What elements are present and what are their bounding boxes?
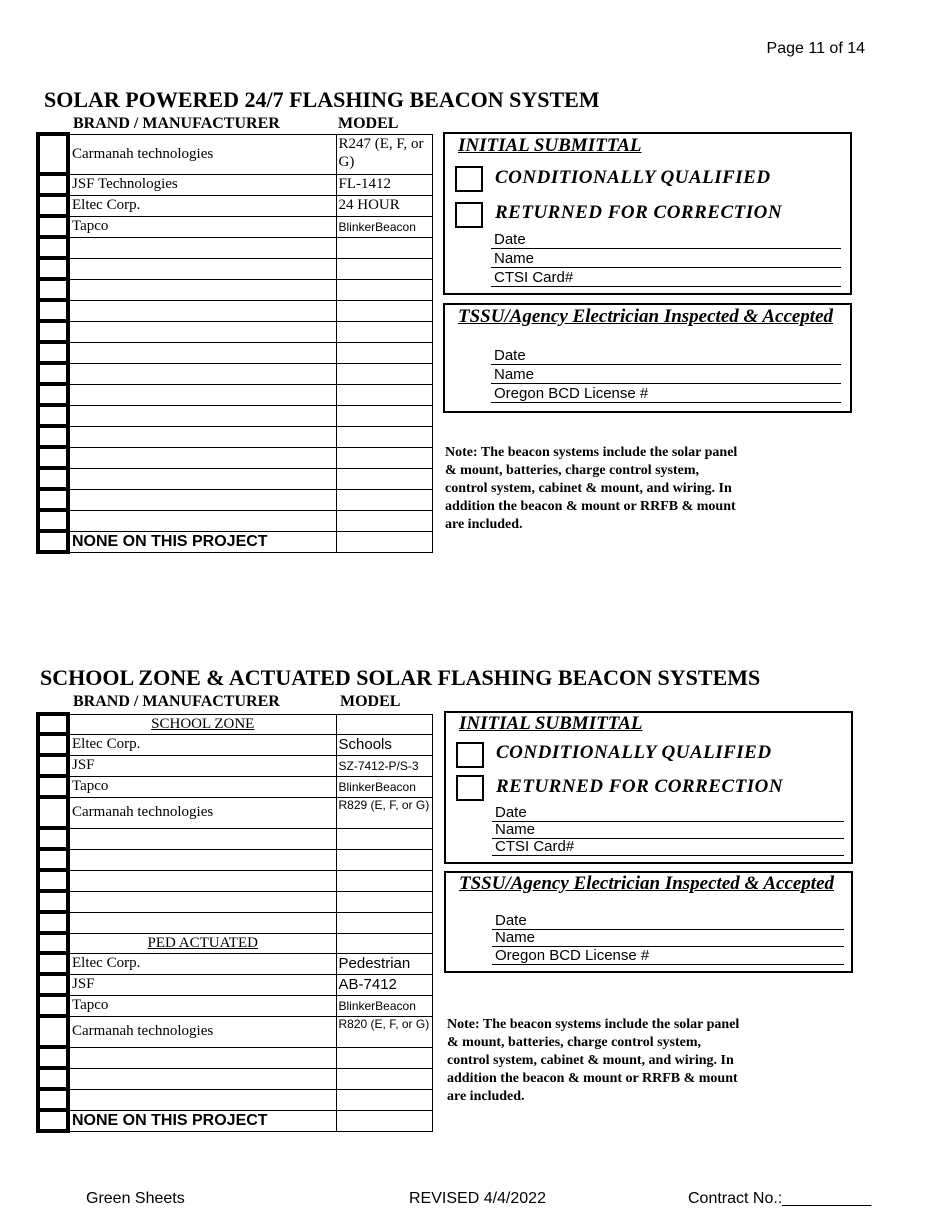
brand-cell: Eltec Corp.	[68, 953, 336, 974]
table-row	[38, 342, 432, 363]
section2-tssu-box	[444, 871, 853, 973]
row-checkbox[interactable]	[38, 776, 68, 797]
name-field[interactable]	[492, 821, 844, 839]
row-checkbox[interactable]	[38, 510, 68, 531]
row-checkbox[interactable]	[38, 342, 68, 363]
ped-actuated-label: PED ACTUATED	[147, 934, 258, 951]
table-row	[38, 953, 432, 974]
none-row	[38, 1110, 432, 1131]
license-label: Oregon BCD License #	[494, 385, 649, 402]
model-cell[interactable]	[336, 405, 432, 426]
brand-cell[interactable]	[68, 468, 336, 489]
returned-for-correction-label: RETURNED FOR CORRECTION	[496, 776, 784, 797]
row-checkbox[interactable]	[38, 468, 68, 489]
none-on-project-label: NONE ON THIS PROJECT	[68, 531, 336, 552]
brand-cell: JSF	[68, 974, 336, 995]
model-cell[interactable]	[336, 891, 432, 912]
name-label: Name	[495, 821, 536, 838]
row-checkbox[interactable]	[38, 755, 68, 776]
model-cell	[336, 933, 432, 953]
table-row	[38, 134, 432, 174]
table-row	[38, 995, 432, 1016]
row-checkbox[interactable]	[38, 300, 68, 321]
page-number: Page 11 of 14	[766, 40, 865, 57]
brand-cell[interactable]	[68, 258, 336, 279]
section2-model-header: MODEL	[340, 693, 401, 710]
table-row	[38, 489, 432, 510]
table-row	[38, 1016, 432, 1047]
brand-cell[interactable]	[68, 510, 336, 531]
model-cell[interactable]	[336, 849, 432, 870]
none-checkbox[interactable]	[38, 531, 68, 552]
row-checkbox[interactable]	[38, 1047, 68, 1068]
model-cell	[336, 1110, 432, 1131]
table-row	[38, 405, 432, 426]
model-cell[interactable]	[336, 510, 432, 531]
table-row	[38, 174, 432, 195]
none-checkbox[interactable]	[38, 1110, 68, 1131]
row-checkbox[interactable]	[38, 912, 68, 933]
brand-cell[interactable]	[68, 489, 336, 510]
table-row	[38, 237, 432, 258]
brand-cell[interactable]	[68, 870, 336, 891]
model-cell[interactable]	[336, 468, 432, 489]
row-checkbox[interactable]	[38, 279, 68, 300]
brand-cell: Eltec Corp.	[68, 734, 336, 755]
returned-for-correction-checkbox[interactable]	[455, 202, 483, 228]
model-cell[interactable]	[336, 447, 432, 468]
model-cell: SZ-7412-P/S-3	[336, 755, 432, 776]
none-on-project-label: NONE ON THIS PROJECT	[68, 1110, 336, 1131]
row-checkbox[interactable]	[38, 849, 68, 870]
name-field[interactable]	[491, 250, 841, 268]
model-cell[interactable]	[336, 321, 432, 342]
brand-cell: Carmanah technologies	[68, 134, 336, 174]
date-field[interactable]	[491, 347, 841, 365]
returned-for-correction-label: RETURNED FOR CORRECTION	[495, 202, 783, 223]
brand-cell[interactable]	[68, 363, 336, 384]
section2-title: SCHOOL ZONE & ACTUATED SOLAR FLASHING BEACON SYSTEMS	[40, 665, 761, 690]
brand-cell: Carmanah technologies	[68, 797, 336, 828]
row-checkbox[interactable]	[38, 321, 68, 342]
model-cell: R820 (E, F, or G)	[336, 1016, 432, 1047]
row-checkbox[interactable]	[38, 870, 68, 891]
date-label: Date	[495, 804, 527, 821]
brand-cell: Tapco	[68, 216, 336, 237]
license-label: Oregon BCD License #	[495, 947, 650, 964]
model-cell: BlinkerBeacon	[336, 995, 432, 1016]
row-checkbox[interactable]	[38, 384, 68, 405]
initial-submittal-title: INITIAL SUBMITTAL	[458, 135, 642, 156]
conditionally-qualified-checkbox[interactable]	[456, 742, 484, 768]
table-row	[38, 776, 432, 797]
brand-cell[interactable]	[68, 1047, 336, 1068]
row-checkbox[interactable]	[38, 1068, 68, 1089]
row-checkbox[interactable]	[38, 489, 68, 510]
brand-cell[interactable]	[68, 237, 336, 258]
model-cell[interactable]	[336, 384, 432, 405]
name-label: Name	[495, 929, 536, 946]
brand-cell: Tapco	[68, 995, 336, 1016]
section2-brand-header: BRAND / MANUFACTURER	[73, 693, 280, 710]
none-row	[38, 531, 432, 552]
table-row	[38, 1068, 432, 1089]
brand-cell[interactable]	[68, 426, 336, 447]
conditionally-qualified-label: CONDITIONALLY QUALIFIED	[495, 167, 771, 188]
model-cell[interactable]	[336, 1047, 432, 1068]
brand-cell[interactable]	[68, 321, 336, 342]
brand-cell[interactable]	[68, 912, 336, 933]
footer-contract-no: Contract No.:__________	[688, 1190, 872, 1207]
brand-cell: Eltec Corp.	[68, 195, 336, 216]
model-cell: Schools	[336, 734, 432, 755]
brand-cell[interactable]	[68, 300, 336, 321]
brand-cell[interactable]	[68, 828, 336, 849]
model-cell: 24 HOUR	[336, 195, 432, 216]
brand-cell[interactable]	[68, 891, 336, 912]
model-cell[interactable]	[336, 258, 432, 279]
table-row	[38, 870, 432, 891]
row-checkbox[interactable]	[38, 426, 68, 447]
section2-note: Note: The beacon systems include the solar panel & mount, batteries, charge control system, control system, cabinet & mount, and wiring. In addition the beacon & mount or RRFB & mount are included.	[447, 1017, 740, 1104]
table-row	[38, 734, 432, 755]
ctsi-card-label: CTSI Card#	[495, 838, 575, 855]
table-row	[38, 468, 432, 489]
model-cell[interactable]	[336, 300, 432, 321]
section1-product-table	[36, 132, 433, 554]
initial-submittal-title: INITIAL SUBMITTAL	[459, 713, 643, 734]
row-checkbox[interactable]	[38, 974, 68, 995]
table-row	[38, 510, 432, 531]
section1-brand-header: BRAND / MANUFACTURER	[73, 115, 280, 132]
name-field[interactable]	[491, 366, 841, 384]
brand-cell[interactable]	[68, 849, 336, 870]
table-row	[38, 300, 432, 321]
row-checkbox[interactable]	[38, 405, 68, 426]
row-checkbox[interactable]	[38, 195, 68, 216]
table-row	[38, 258, 432, 279]
row-checkbox[interactable]	[38, 953, 68, 974]
model-cell	[336, 714, 432, 734]
date-label: Date	[494, 347, 526, 364]
row-checkbox[interactable]	[38, 1016, 68, 1047]
row-checkbox[interactable]	[38, 258, 68, 279]
brand-cell[interactable]	[68, 405, 336, 426]
row-checkbox[interactable]	[38, 134, 68, 174]
brand-cell[interactable]	[68, 447, 336, 468]
conditionally-qualified-checkbox[interactable]	[455, 166, 483, 192]
model-cell[interactable]	[336, 912, 432, 933]
model-cell[interactable]	[336, 363, 432, 384]
row-checkbox[interactable]	[38, 995, 68, 1016]
conditionally-qualified-label: CONDITIONALLY QUALIFIED	[496, 742, 772, 763]
table-row	[38, 321, 432, 342]
model-cell[interactable]	[336, 828, 432, 849]
model-cell[interactable]	[336, 342, 432, 363]
row-checkbox[interactable]	[38, 714, 68, 734]
table-row	[38, 447, 432, 468]
brand-cell[interactable]	[68, 279, 336, 300]
section1-title: SOLAR POWERED 24/7 FLASHING BEACON SYSTEM	[44, 87, 600, 112]
table-row	[38, 755, 432, 776]
table-row	[38, 912, 432, 933]
row-checkbox[interactable]	[38, 891, 68, 912]
date-label: Date	[495, 912, 527, 929]
date-field[interactable]	[492, 804, 844, 822]
date-label: Date	[494, 231, 526, 248]
group-header-row	[38, 714, 432, 734]
model-cell[interactable]	[336, 870, 432, 891]
model-cell[interactable]	[336, 1089, 432, 1110]
tssu-title: TSSU/Agency Electrician Inspected & Accepted	[459, 873, 835, 894]
brand-cell: Tapco	[68, 776, 336, 797]
date-field[interactable]	[492, 912, 844, 930]
ctsi-card-label: CTSI Card#	[494, 269, 574, 286]
section1-tssu-box	[443, 303, 852, 413]
section2-initial-submittal-box	[444, 711, 853, 864]
table-row	[38, 384, 432, 405]
model-cell	[336, 531, 432, 552]
row-checkbox[interactable]	[38, 174, 68, 195]
school-zone-header	[68, 714, 336, 734]
brand-cell[interactable]	[68, 384, 336, 405]
brand-cell[interactable]	[68, 1068, 336, 1089]
name-field[interactable]	[492, 929, 844, 947]
section1-initial-submittal-box	[443, 132, 852, 295]
tssu-title: TSSU/Agency Electrician Inspected & Accepted	[458, 306, 834, 327]
row-checkbox[interactable]	[38, 828, 68, 849]
table-row	[38, 363, 432, 384]
model-cell: R247 (E, F, or G)	[336, 134, 432, 174]
name-label: Name	[494, 250, 535, 267]
table-row	[38, 216, 432, 237]
model-cell[interactable]	[336, 279, 432, 300]
brand-cell[interactable]	[68, 1089, 336, 1110]
name-label: Name	[494, 366, 535, 383]
ped-actuated-header	[68, 933, 336, 953]
footer-left: Green Sheets	[86, 1190, 185, 1207]
school-zone-label: SCHOOL ZONE	[151, 715, 255, 732]
model-cell: FL-1412	[336, 174, 432, 195]
model-cell: Pedestrian	[336, 953, 432, 974]
brand-cell: JSF	[68, 755, 336, 776]
section1-note: Note: The beacon systems include the solar panel & mount, batteries, charge control system, control system, cabinet & mount, and wiring. In addition the beacon & mount or RRFB & mount are included.	[445, 445, 738, 532]
row-checkbox[interactable]	[38, 447, 68, 468]
row-checkbox[interactable]	[38, 933, 68, 953]
brand-cell[interactable]	[68, 342, 336, 363]
model-cell: R829 (E, F, or G)	[336, 797, 432, 828]
brand-cell: Carmanah technologies	[68, 1016, 336, 1047]
date-field[interactable]	[491, 231, 841, 249]
table-row	[38, 891, 432, 912]
row-checkbox[interactable]	[38, 216, 68, 237]
group-header-row	[38, 933, 432, 953]
model-cell[interactable]	[336, 1068, 432, 1089]
model-cell[interactable]	[336, 237, 432, 258]
model-cell[interactable]	[336, 489, 432, 510]
table-row	[38, 279, 432, 300]
table-row	[38, 828, 432, 849]
table-row	[38, 195, 432, 216]
table-row	[38, 426, 432, 447]
model-cell: BlinkerBeacon	[336, 776, 432, 797]
row-checkbox[interactable]	[38, 237, 68, 258]
section1-model-header: MODEL	[338, 115, 399, 132]
row-checkbox[interactable]	[38, 734, 68, 755]
table-row	[38, 1047, 432, 1068]
returned-for-correction-checkbox[interactable]	[456, 775, 484, 801]
footer-revised: REVISED 4/4/2022	[409, 1190, 546, 1207]
row-checkbox[interactable]	[38, 797, 68, 828]
table-row	[38, 1089, 432, 1110]
model-cell[interactable]	[336, 426, 432, 447]
model-cell: BlinkerBeacon	[336, 216, 432, 237]
table-row	[38, 797, 432, 828]
brand-cell: JSF Technologies	[68, 174, 336, 195]
table-row	[38, 849, 432, 870]
row-checkbox[interactable]	[38, 363, 68, 384]
model-cell: AB-7412	[336, 974, 432, 995]
table-row	[38, 974, 432, 995]
section2-product-table	[36, 712, 433, 1133]
row-checkbox[interactable]	[38, 1089, 68, 1110]
